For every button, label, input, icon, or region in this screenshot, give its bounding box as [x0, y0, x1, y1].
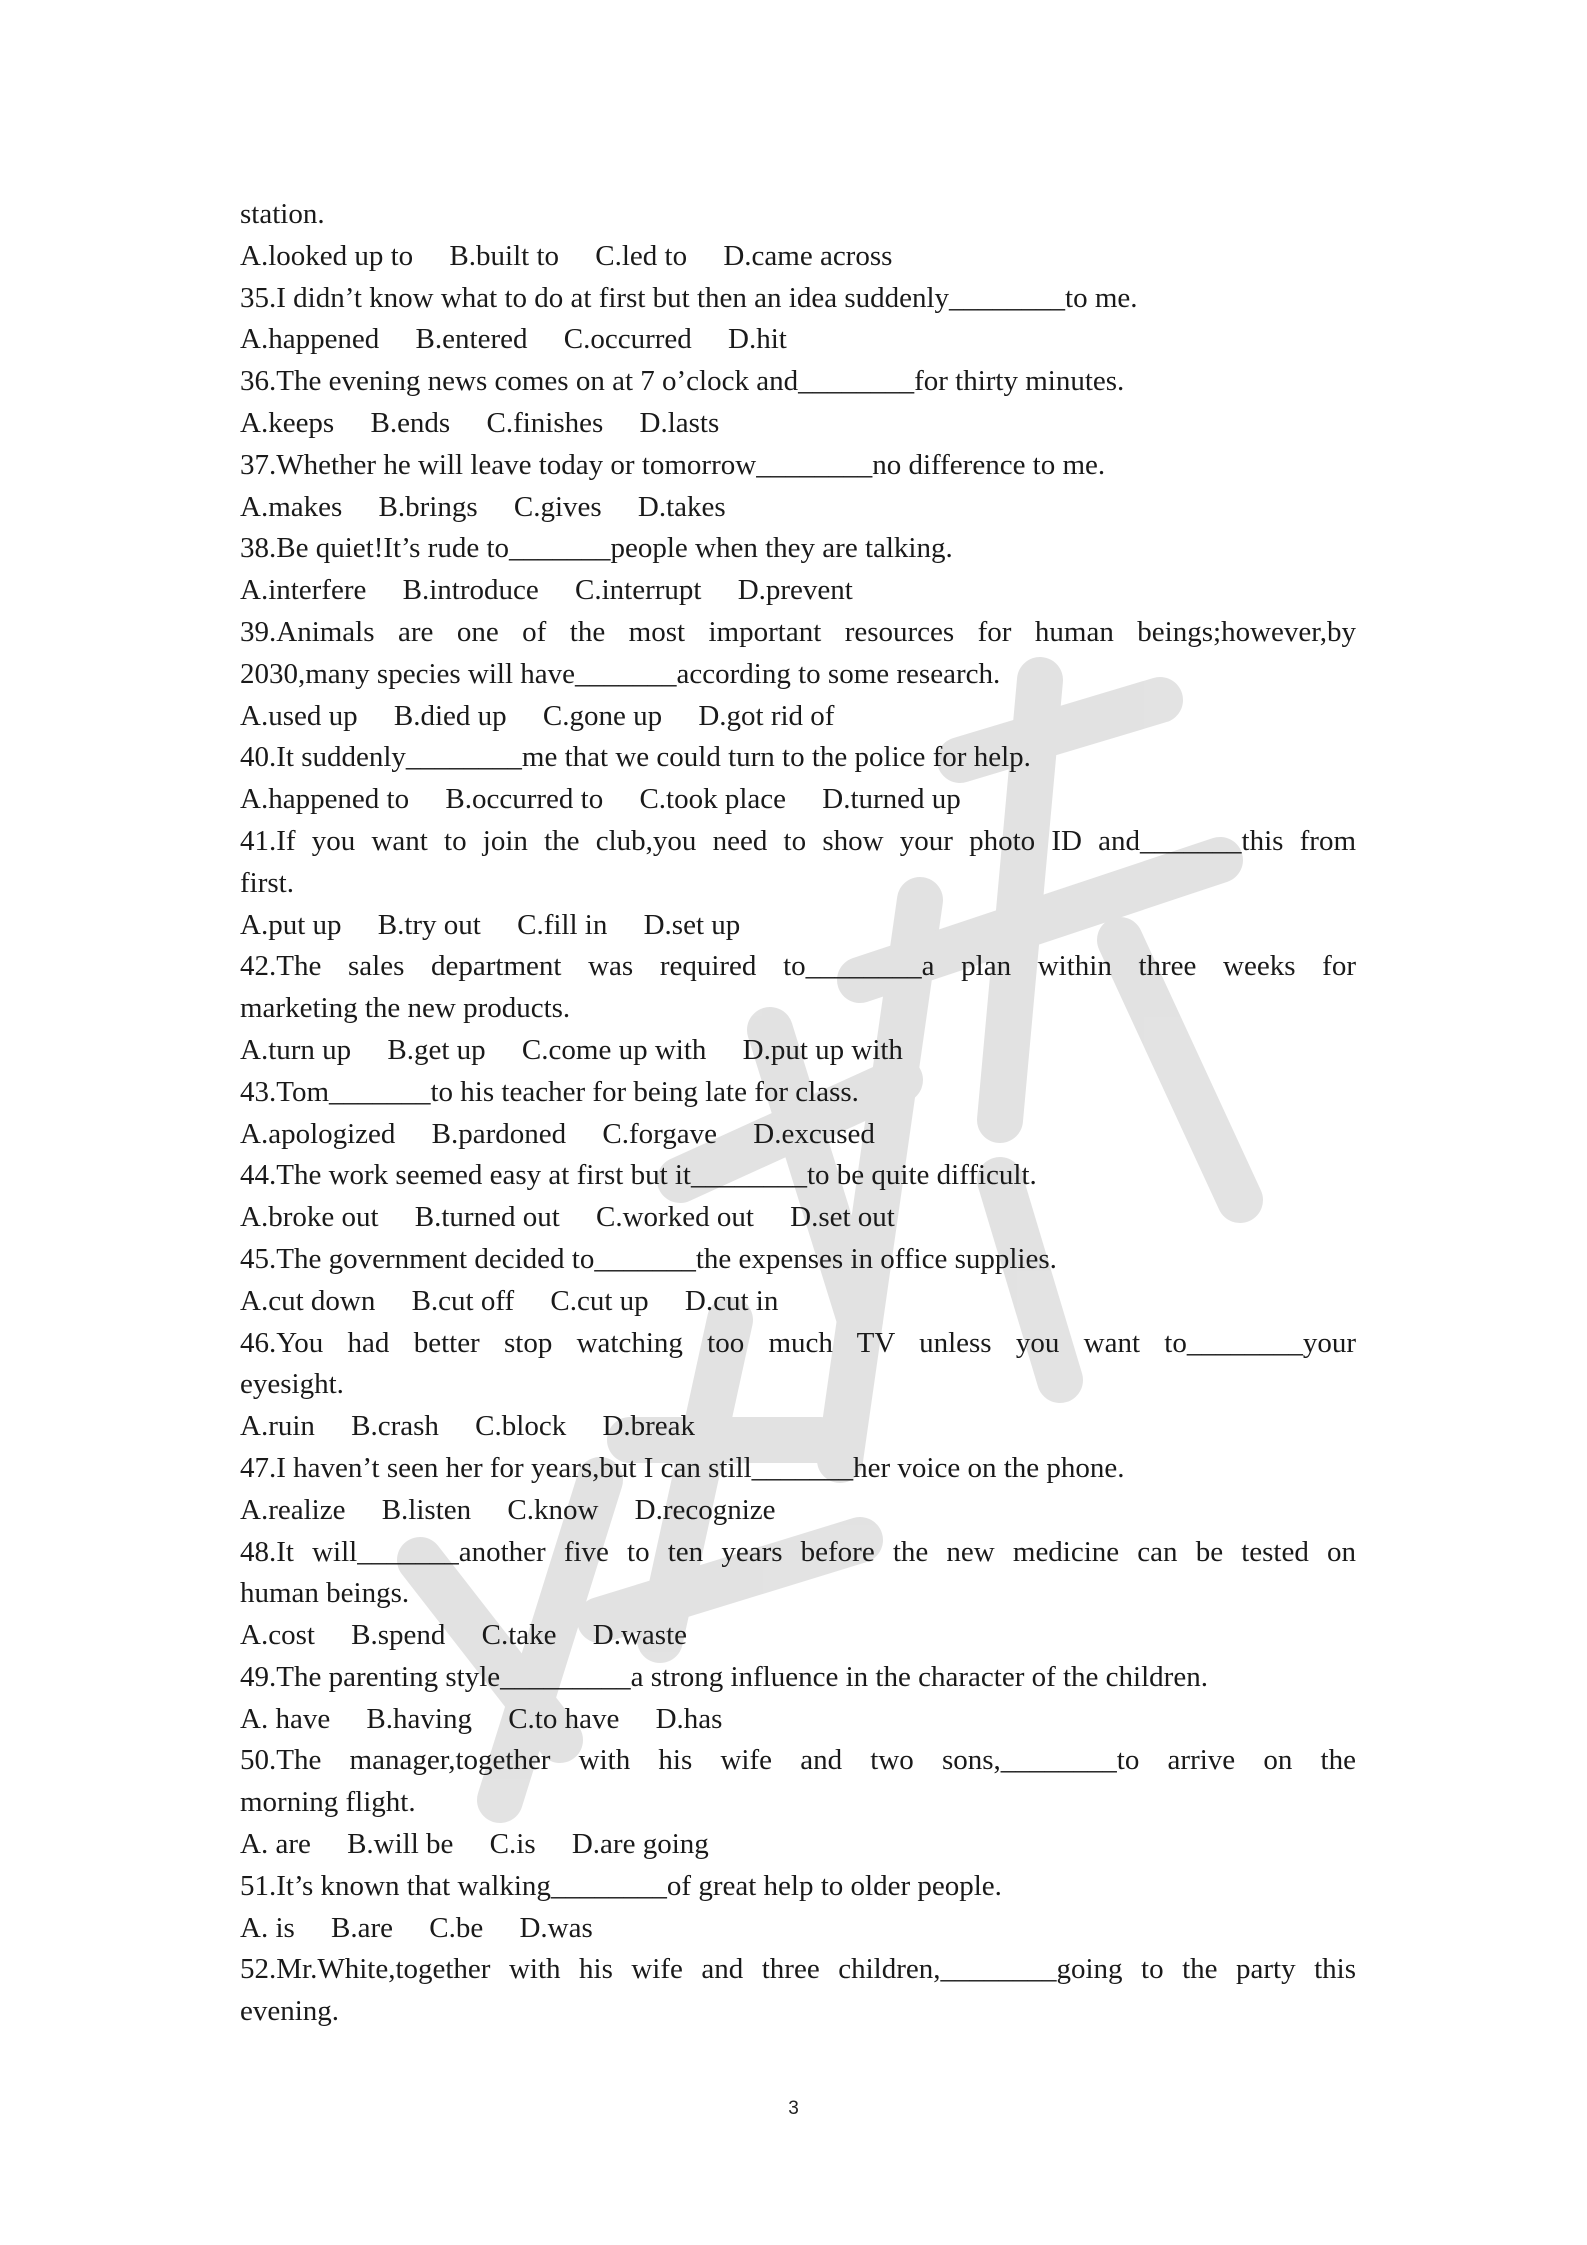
question-line-continued: eyesight. — [240, 1368, 344, 1401]
question-line: 50.The manager,together with his wife and two sons,________to arrive on the — [240, 1744, 1356, 1777]
question-line: 39.Animals are one of the most important resources for human beings;however,by — [240, 615, 1356, 648]
question-line: 49.The parenting style_________a strong influence in the character of the children. — [240, 1660, 1208, 1693]
options-line: A. are B.will be C.is D.are going — [240, 1828, 709, 1861]
options-line: A.cost B.spend C.take D.waste — [240, 1619, 688, 1652]
question-line-continued: first. — [240, 866, 294, 899]
options-line: A.keeps B.ends C.finishes D.lasts — [240, 406, 720, 439]
question-line: 44.The work seemed easy at first but it________to be quite difficult. — [240, 1159, 1037, 1192]
question-line: 38.Be quiet!It’s rude to_______people when they are talking. — [240, 532, 953, 565]
question-line: 51.It’s known that walking________of great help to older people. — [240, 1869, 1002, 1902]
question-line-continued: evening. — [240, 1995, 340, 2028]
options-line: A.happened to B.occurred to C.took place D.turned up — [240, 783, 961, 816]
question-line: 48.It will_______another five to ten years before the new medicine can be tested on — [240, 1535, 1356, 1568]
question-line: 35.I didn’t know what to do at first but then an idea suddenly________to me. — [240, 281, 1138, 314]
options-line: A.turn up B.get up C.come up with D.put up with — [240, 1033, 903, 1066]
options-line: A.looked up to B.built to C.led to D.came across — [240, 239, 893, 272]
text-line: station. — [240, 198, 325, 230]
question-line: 52.Mr.White,together with his wife and three children,________going to the party this — [240, 1953, 1356, 1986]
options-line: A.cut down B.cut off C.cut up D.cut in — [240, 1284, 779, 1317]
question-line: 36.The evening news comes on at 7 o’clock and________for thirty minutes. — [240, 365, 1125, 398]
options-line: A.put up B.try out C.fill in D.set up — [240, 908, 741, 941]
question-line-continued: 2030,many species will have_______according to some research. — [240, 657, 1001, 690]
options-line: A. is B.are C.be D.was — [240, 1911, 593, 1944]
question-line: 46.You had better stop watching too much TV unless you want to________your — [240, 1326, 1356, 1359]
question-line: 45.The government decided to_______the expenses in office supplies. — [240, 1242, 1057, 1275]
question-line: 42.The sales department was required to________a plan within three weeks for — [240, 950, 1356, 983]
options-line: A.broke out B.turned out C.worked out D.set out — [240, 1201, 895, 1234]
question-line: 37.Whether he will leave today or tomorrow________no difference to me. — [240, 448, 1106, 481]
page-number: 3 — [788, 2098, 799, 2119]
options-line: A.makes B.brings C.gives D.takes — [240, 490, 726, 523]
options-line: A.ruin B.crash C.block D.break — [240, 1410, 696, 1443]
question-line: 41.If you want to join the club,you need to show your photo ID and_______this from — [240, 824, 1356, 857]
question-line: 43.Tom_______to his teacher for being late for class. — [240, 1075, 859, 1108]
options-line: A.interfere B.introduce C.interrupt D.prevent — [240, 574, 853, 607]
question-line: 40.It suddenly________me that we could turn to the police for help. — [240, 741, 1031, 774]
question-line-continued: morning flight. — [240, 1786, 416, 1819]
question-line-continued: marketing the new products. — [240, 992, 571, 1025]
options-line: A.realize B.listen C.know D.recognize — [240, 1493, 776, 1526]
options-line: A.used up B.died up C.gone up D.got rid of — [240, 699, 835, 732]
question-text-block — [240, 194, 1356, 2033]
options-line: A.apologized B.pardoned C.forgave D.excused — [240, 1117, 875, 1150]
options-line: A. have B.having C.to have D.has — [240, 1702, 723, 1735]
question-line: 47.I haven’t seen her for years,but I can still_______her voice on the phone. — [240, 1451, 1125, 1484]
question-line-continued: human beings. — [240, 1577, 410, 1610]
options-line: A.happened B.entered C.occurred D.hit — [240, 323, 787, 356]
